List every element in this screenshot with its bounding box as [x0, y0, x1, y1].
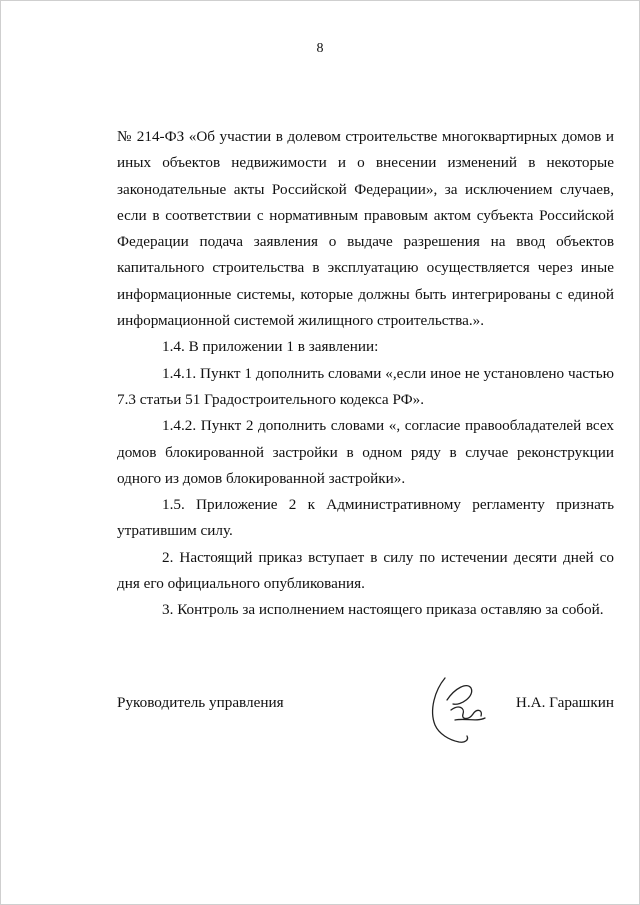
paragraph-law-reference: № 214-ФЗ «Об участии в долевом строительстве многоквартирных домов и иных объектов недвижимости и о внесении изменений в некоторые законодательные акты Российской Федерации», за исключением случаев, если в соответствии с нормативным правовым актом субъекта Российской Федерации подача заявления о выдаче разрешения на ввод объектов капитального строительства в эксплуатацию осуществляется через иные информационные системы, которые должны быть интегрированы с единой информационной системой жилищного строительства.».	[117, 128, 614, 330]
paragraph-1-4: 1.4. В приложении 1 в заявлении:	[162, 338, 379, 356]
paragraph-1-5: 1.5. Приложение 2 к Административному регламенту признать утратившим силу.	[117, 496, 614, 540]
paragraph-1-4-1: 1.4.1. Пункт 1 дополнить словами «,если иное не установлено частью 7.3 статьи 51 Градостроительного кодекса РФ».	[117, 364, 614, 408]
signature-block	[117, 694, 614, 724]
page-number: 8	[316, 41, 324, 56]
document-body	[117, 124, 614, 624]
signatory-name: Н.А. Гарашкин	[515, 694, 614, 711]
handwritten-signature-icon	[425, 670, 495, 746]
paragraph-1-4-2: 1.4.2. Пункт 2 дополнить словами «, согласие правообладателей всех домов блокированной застройки в одном ряду в случае реконструкции одного из домов блокированной застройки».	[117, 417, 614, 487]
signatory-title: Руководитель управления	[117, 694, 284, 711]
paragraph-3: 3. Контроль за исполнением настоящего приказа оставляю за собой.	[162, 601, 604, 619]
paragraph-2: 2. Настоящий приказ вступает в силу по истечении десяти дней со дня его официального опубликования.	[117, 548, 614, 593]
